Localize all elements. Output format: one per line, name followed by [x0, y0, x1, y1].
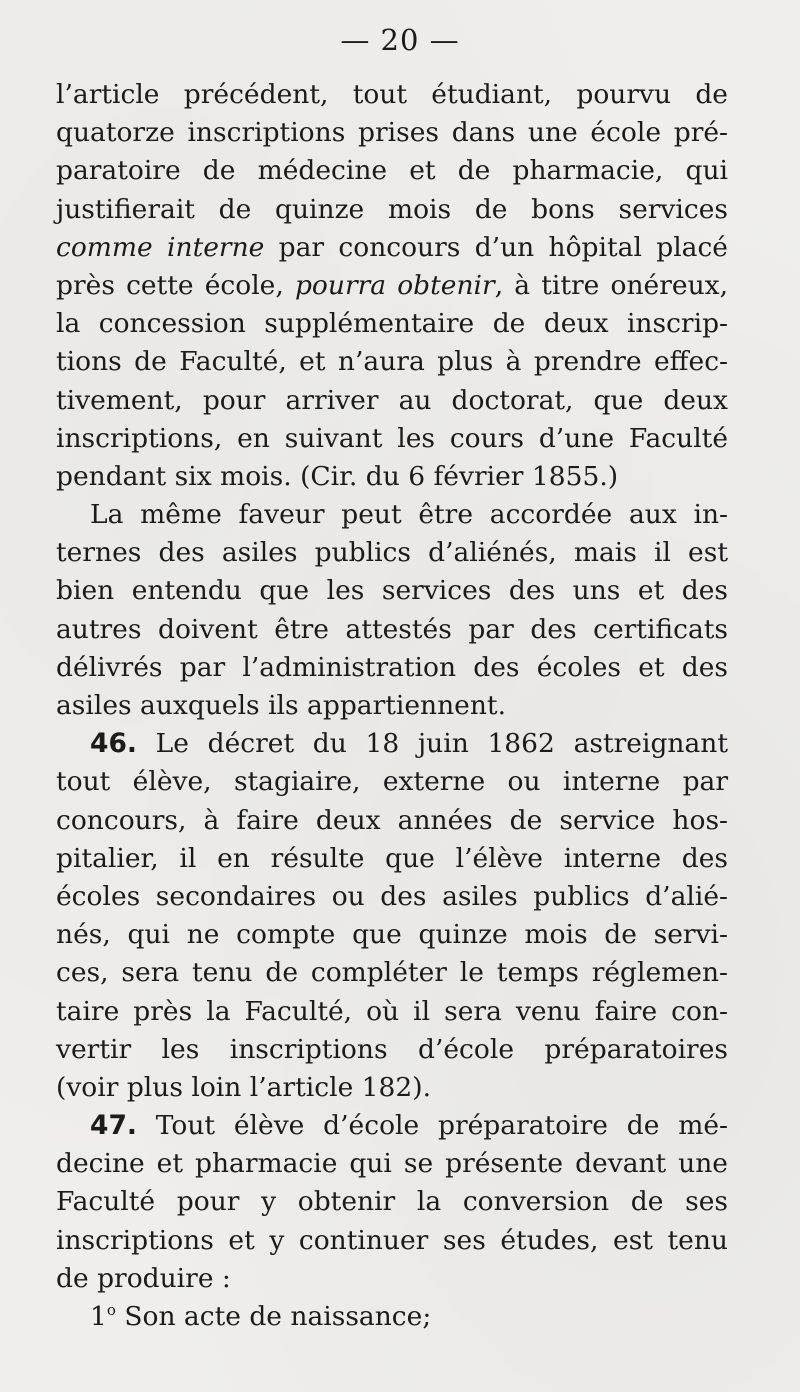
text-run: autres doivent être attestés par des certificats: [56, 613, 728, 645]
text-line: [56, 878, 728, 916]
text-line: [56, 343, 728, 381]
text-run: inscriptions et y continuer ses études, est tenu: [56, 1224, 728, 1256]
text-line: [56, 1183, 728, 1221]
text-line: [56, 1298, 728, 1336]
text-line: [56, 725, 728, 763]
text-line: [56, 1260, 728, 1298]
text-line: [56, 1222, 728, 1260]
text-line: [56, 382, 728, 420]
text-line: [56, 1107, 728, 1145]
text-run: concours, à faire deux années de service hos-: [56, 804, 728, 836]
text-run: inscriptions, en suivant les cours d’une Faculté: [56, 422, 728, 454]
text-run: Son acte de naissance;: [115, 1301, 432, 1332]
text-run: Faculté pour y obtenir la conversion de ses: [56, 1186, 728, 1218]
text-line: [56, 840, 728, 878]
text-line: [56, 267, 728, 305]
text-run: tions de Faculté, et n’aura plus à prendre effec-: [56, 346, 728, 378]
text-run: asiles auxquels ils appartiennent.: [56, 690, 507, 721]
text-run: délivrés par l’administration des écoles et des: [56, 651, 728, 683]
paragraph-number: 47.: [90, 1110, 137, 1142]
text-run: Tout élève d’école préparatoire de mé-: [136, 1110, 728, 1142]
text-run: bien entendu que les services des uns et des: [56, 575, 728, 607]
paragraph-number: 46.: [90, 728, 137, 760]
text-run: la concession supplémentaire de deux inscrip-: [56, 308, 728, 340]
text-line: [56, 458, 728, 496]
text-line: [56, 1145, 728, 1183]
text-line: [56, 534, 728, 572]
text-run: vertir les inscriptions d’école préparatoires: [56, 1033, 728, 1065]
text-line: [56, 687, 728, 725]
text-line: [56, 1069, 728, 1107]
text-run: 1: [90, 1301, 107, 1332]
text-run: tout élève, stagiaire, externe ou interne par: [56, 766, 728, 798]
text-line: [56, 916, 728, 954]
text-line: [56, 649, 728, 687]
text-line: [56, 152, 728, 190]
text-line: [56, 229, 728, 267]
text-run: (voir plus loin l’article 182).: [56, 1071, 432, 1103]
text-run: pendant six mois. (Cir. du 6 février 1855.): [56, 460, 619, 492]
text-line: [56, 572, 728, 610]
text-run: par concours d’un hôpital placé: [264, 231, 728, 263]
text-run: tivement, pour arriver au doctorat, que deux: [56, 384, 728, 416]
text-line: [56, 763, 728, 801]
text-line: [56, 191, 728, 229]
text-run: près cette école,: [56, 269, 295, 301]
italic-run: comme interne: [56, 231, 265, 263]
text-run: La même faveur peut être accordée aux in-: [90, 499, 728, 531]
text-run: justifierait de quinze mois de bons services: [56, 193, 728, 225]
text-run: écoles secondaires ou des asiles publics d’alié-: [56, 880, 728, 912]
text-line: [56, 993, 728, 1031]
text-line: [56, 305, 728, 343]
text-run: ces, sera tenu de compléter le temps réglemen-: [56, 957, 728, 989]
text-run: ternes des asiles publics d’aliénés, mais il est: [56, 537, 728, 569]
text-line: [56, 76, 728, 114]
body-text: [56, 76, 728, 1336]
text-line: [56, 114, 728, 152]
text-run: decine et pharmacie qui se présente devant une: [56, 1148, 728, 1180]
text-run: pitalier, il en résulte que l’élève interne des: [56, 842, 728, 874]
text-line: [56, 420, 728, 458]
text-run: de produire :: [56, 1262, 231, 1294]
text-run: Le décret du 18 juin 1862 astreignant: [136, 728, 728, 760]
text-line: [56, 802, 728, 840]
text-line: [56, 1031, 728, 1069]
text-line: [56, 611, 728, 649]
text-run: quatorze inscriptions prises dans une école pré-: [56, 117, 728, 149]
text-run: l’article précédent, tout étudiant, pourvu de: [56, 79, 728, 110]
text-run: nés, qui ne compte que quinze mois de servi-: [56, 919, 728, 951]
text-run: , à titre onéreux,: [494, 269, 729, 301]
text-line: [56, 496, 728, 534]
italic-run: pourra obtenir: [294, 269, 495, 301]
page-number: — 20 —: [340, 23, 460, 57]
text-line: [56, 954, 728, 992]
text-run: paratoire de médecine et de pharmacie, qui: [56, 155, 728, 187]
text-run: taire près la Faculté, où il sera venu faire con-: [56, 995, 728, 1027]
superscript: o: [106, 1301, 116, 1319]
